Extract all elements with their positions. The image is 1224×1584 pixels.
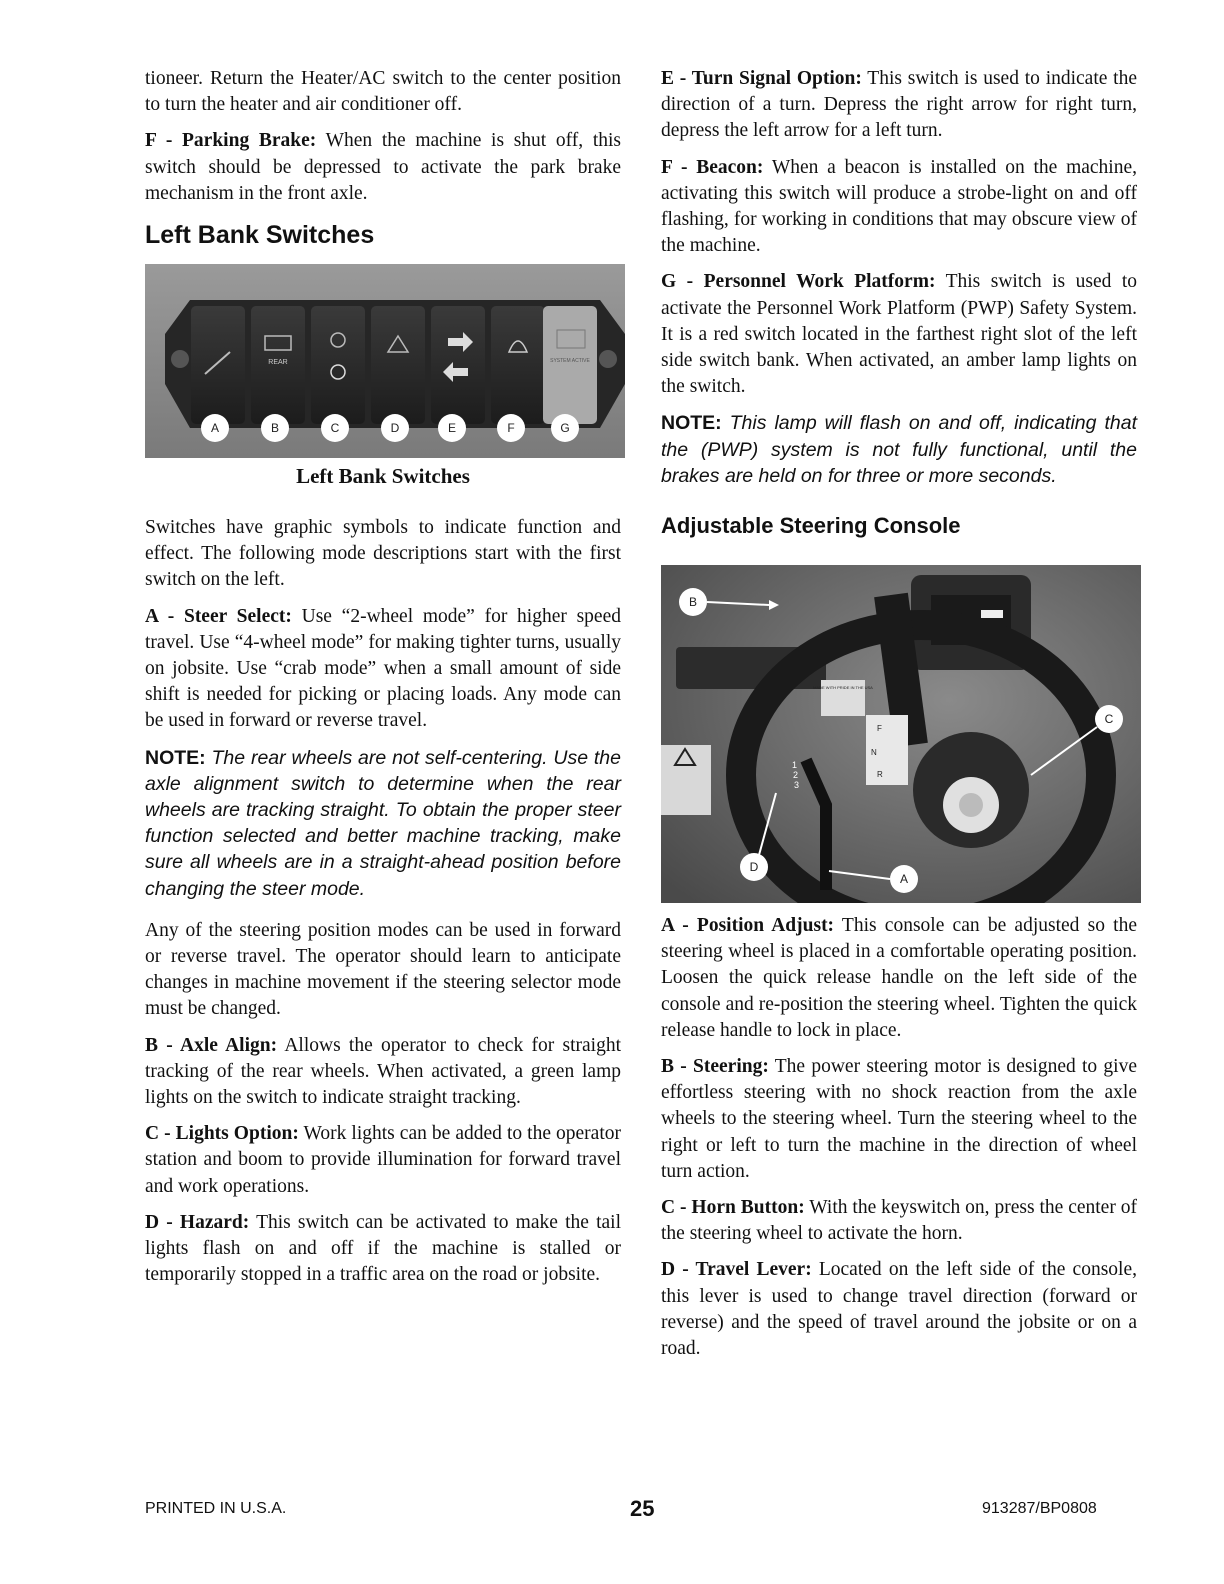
- switch-label-b: B: [270, 421, 280, 436]
- steering-heading: B - Steering:: [661, 1056, 769, 1078]
- beacon-text: When a beacon is installed on the machine, activating this switch will produce a strobe-light on and off flashing, for working in conditions that may obscure view of the machine.: [661, 156, 1137, 257]
- paragraph-parking-brake: [145, 128, 621, 207]
- shifter-label-n: N: [871, 748, 877, 758]
- pwp-text: This switch is used to activate the Personnel Work Platform (PWP) Safety System. It is a red switch located in the farthest right slot of the left side switch bank. When activated, an amber lamp lights on the switch.: [661, 271, 1138, 398]
- switch-label-g: G: [560, 421, 570, 436]
- switch-label-c: C: [330, 421, 340, 436]
- paragraph-position-adjust: [661, 913, 1137, 1044]
- paragraph-axle-align: [145, 1033, 621, 1112]
- steer-select-text: Use “2-wheel mode” for higher speed travel. Use “4-wheel mode” for making tighter turns, usually on jobsite. Use “crab mode” when a small amount of side shift is needed for picking or placing loads. Any mode can be used in forward or reverse travel.: [145, 605, 621, 732]
- switch-bank-photo: [145, 264, 625, 458]
- position-adjust-text: This console can be adjusted so the steering wheel is placed in a comfortable operating position. Loosen the quick release handle on the left side of the console and re-position the steering wheel. Tighten the quick release handle to lock in place.: [661, 915, 1137, 1041]
- right-column: [661, 66, 1137, 1372]
- paragraph-steer-select: [145, 604, 621, 735]
- switch-label-e: E: [447, 421, 457, 436]
- beacon-heading: F - Beacon:: [661, 156, 764, 178]
- switch-f[interactable]: [491, 306, 545, 424]
- callout-b-label: B: [688, 595, 698, 610]
- footer-document-id: 913287/BP0808: [982, 1500, 1097, 1517]
- note-label: NOTE:: [661, 412, 722, 435]
- switch-b-icon-text: REAR: [268, 359, 288, 367]
- switch-label-f: F: [507, 421, 515, 436]
- note-label: NOTE:: [145, 746, 206, 769]
- steer-select-heading: A - Steer Select:: [145, 605, 292, 627]
- section-heading-left-bank: Left Bank Switches: [145, 221, 375, 250]
- callout-d-label: D: [749, 860, 759, 875]
- lights-option-heading: C - Lights Option:: [145, 1123, 299, 1145]
- note-rear-wheels-text: The rear wheels are not self-centering. Use the axle alignment switch to determine when the rear wheels are tracking straight. To obtain the proper steer function selected and better machine tracking, make sure all wheels are in a straight-ahead position before changing the steer mode.: [145, 746, 621, 900]
- pwp-heading: G - Personnel Work Platform:: [661, 271, 936, 293]
- axle-align-heading: B - Axle Align:: [145, 1034, 278, 1056]
- footer-printed-in: PRINTED IN U.S.A.: [145, 1500, 287, 1517]
- callout-c-label: C: [1104, 712, 1114, 727]
- position-adjust-heading: A - Position Adjust:: [661, 915, 835, 937]
- horn-button-heading: C - Horn Button:: [661, 1197, 805, 1219]
- steering-console-photo: [661, 565, 1141, 903]
- bezel-screw-icon: [171, 350, 189, 368]
- figure-caption-left-bank: Left Bank Switches: [296, 464, 470, 489]
- steering-console-figure: [661, 565, 1141, 903]
- paragraph-personnel-work-platform: [661, 269, 1137, 400]
- flag-text: MADE WITH PRIDE IN THE USA: [813, 685, 873, 691]
- gear-number-1: 1: [792, 760, 798, 771]
- switch-a[interactable]: [191, 306, 245, 424]
- steering-text: The power steering motor is designed to give effortless steering with no shock reaction from the axle wheels to the steering wheel. Turn the steering wheel to the right or left to turn the machine in the direction of wheel turn action.: [661, 1056, 1137, 1182]
- callout-a-label: A: [899, 872, 909, 887]
- switch-label-a: A: [210, 421, 220, 436]
- turn-signal-text: This switch is used to indicate the direction of a turn. Depress the right arrow for right turn, depress the left arrow for a left turn.: [661, 68, 1138, 142]
- switch-d[interactable]: [371, 306, 425, 424]
- lights-option-text: Work lights can be added to the operator station and boom to provide illumination for forward travel and work operations.: [145, 1123, 621, 1197]
- paragraph-turn-signal: [661, 66, 1137, 145]
- parking-brake-heading: F - Parking Brake:: [145, 130, 317, 152]
- note-pwp-lamp: [661, 410, 1137, 489]
- switch-g-icon-text: SYSTEM ACTIVE: [550, 358, 590, 365]
- paragraph-lights-option: [145, 1121, 621, 1200]
- shifter-label-r: R: [877, 770, 883, 780]
- switch-c[interactable]: [311, 306, 365, 424]
- paragraph-steering: [661, 1054, 1137, 1185]
- travel-lever-heading: D - Travel Lever:: [661, 1259, 812, 1281]
- travel-lever-text: Located on the left side of the console, this lever is used to change travel direction (forward or reverse) and the speed of travel around the jobsite or on a road.: [661, 1259, 1137, 1360]
- hazard-heading: D - Hazard:: [145, 1211, 250, 1233]
- bezel-screw-icon: [599, 350, 617, 368]
- paragraph-hazard: [145, 1210, 621, 1289]
- paragraph-switches-intro: Switches have graphic symbols to indicate function and effect. The following mode descriptions start with the first switch on the left.: [145, 517, 621, 591]
- paragraph-travel-lever: [661, 1257, 1137, 1362]
- left-column: [145, 66, 621, 1299]
- section-heading-steering-console: Adjustable Steering Console: [661, 513, 961, 539]
- hazard-text: This switch can be activated to make the tail lights flash on and off if the machine is stalled or temporarily stopped in a traffic area on the road or jobsite.: [145, 1211, 621, 1286]
- shifter-label-f: F: [877, 724, 882, 734]
- left-bank-switches-figure: [145, 264, 625, 458]
- gear-number-3: 3: [794, 780, 800, 791]
- paragraph-horn-button: [661, 1195, 1137, 1247]
- page-number: 25: [630, 1496, 655, 1521]
- axle-align-text: Allows the operator to check for straight tracking of the rear wheels. When activated, a green lamp lights on the switch to indicate straight tracking.: [145, 1034, 621, 1109]
- switch-label-d: D: [390, 421, 400, 436]
- horn-icon: [959, 793, 983, 817]
- note-pwp-lamp-text: This lamp will flash on and off, indicating that the (PWP) system is not fully functional, until the brakes are held on for three or more seconds.: [661, 412, 1137, 487]
- parking-brake-text: When the machine is shut off, this switch should be depressed to activate the park brake mechanism in the front axle.: [145, 130, 622, 204]
- paragraph-heater-continued: tioneer. Return the Heater/AC switch to the center position to turn the heater and air conditioner off.: [145, 68, 621, 116]
- paragraph-steering-modes: Any of the steering position modes can be used in forward or reverse travel. The operator should learn to anticipate changes in machine movement if the steering selector mode must be changed.: [145, 919, 621, 1020]
- turn-signal-heading: E - Turn Signal Option:: [661, 68, 862, 89]
- switch-e[interactable]: [431, 306, 485, 424]
- gear-number-2: 2: [793, 770, 799, 781]
- horn-button-text: With the keyswitch on, press the center of the steering wheel to activate the horn.: [661, 1197, 1138, 1245]
- switch-g[interactable]: [543, 306, 597, 424]
- paragraph-beacon: [661, 155, 1137, 260]
- note-rear-wheels: [145, 745, 621, 902]
